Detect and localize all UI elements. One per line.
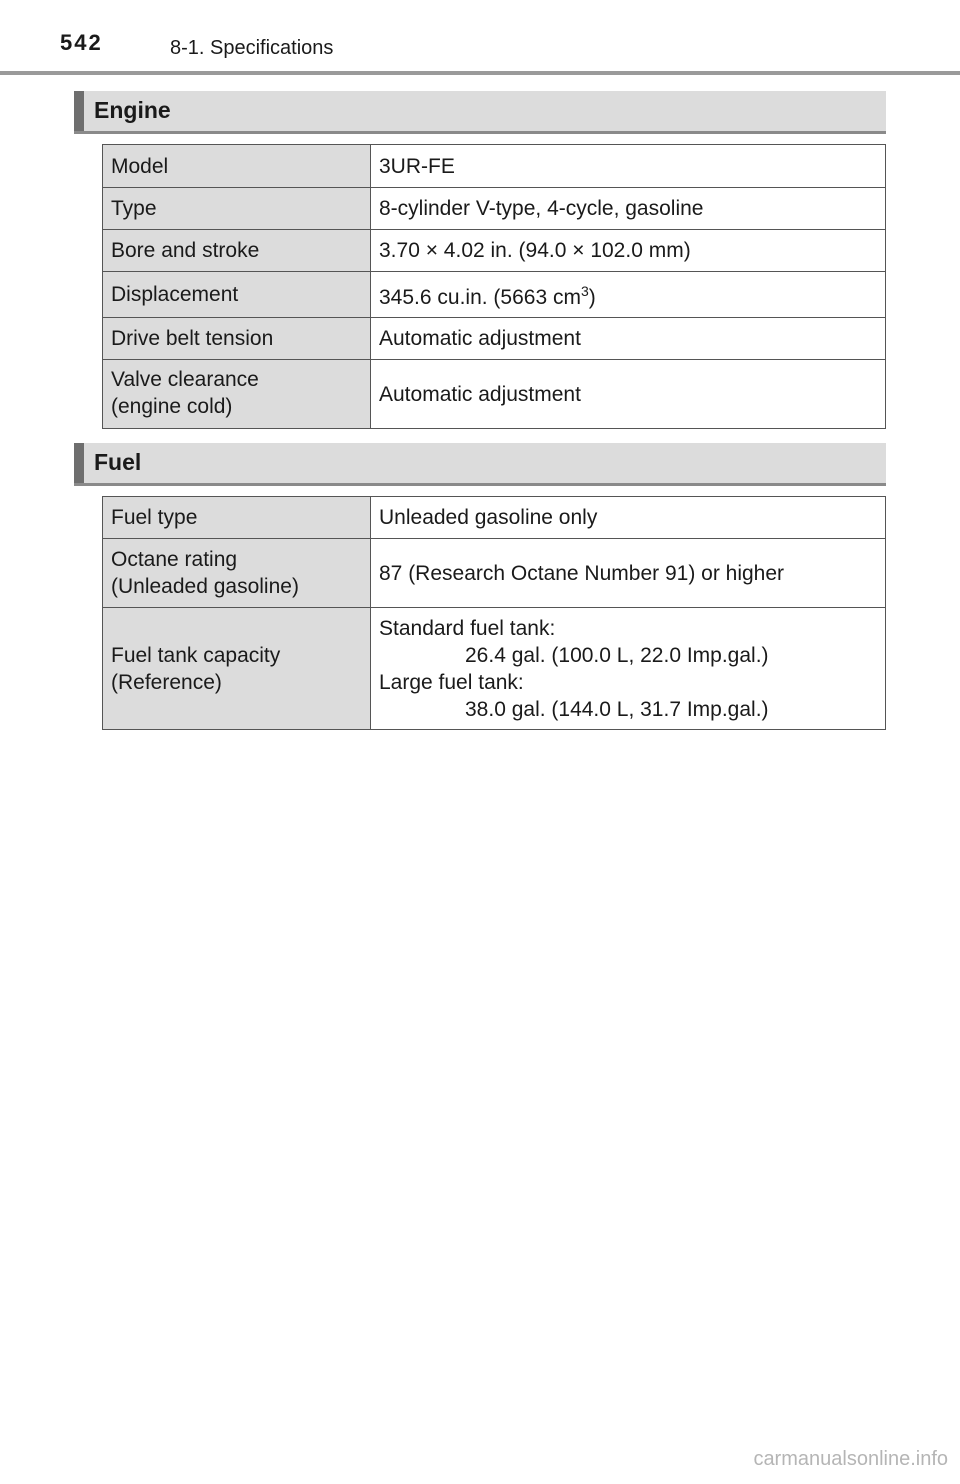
spec-label-line: (engine cold) xyxy=(111,395,233,418)
spec-value: 8-cylinder V-type, 4-cycle, gasoline xyxy=(371,188,886,230)
spec-value: Automatic adjustment xyxy=(371,360,886,429)
spec-label-line: Octane rating xyxy=(111,548,238,571)
displacement-text: 345.6 cu.in. (5663 cm xyxy=(379,286,581,309)
standard-tank-value: 26.4 gal. (100.0 L, 22.0 Imp.gal.) xyxy=(465,643,769,667)
chapter-title: 8-1. Specifications xyxy=(170,37,334,59)
spec-label: Bore and stroke xyxy=(103,230,371,272)
spec-label xyxy=(103,539,371,608)
spec-label-line: Fuel tank capacity xyxy=(111,643,281,667)
displacement-text-end: ) xyxy=(588,286,596,309)
spec-value xyxy=(371,608,886,730)
spec-value xyxy=(371,272,886,318)
table-row xyxy=(103,188,886,230)
large-tank-label: Large fuel tank: xyxy=(379,670,524,694)
spec-value: 87 (Research Octane Number 91) or higher xyxy=(371,539,886,608)
section-accent xyxy=(74,443,84,483)
spec-label-line: (Unleaded gasoline) xyxy=(111,575,299,598)
spec-value: Unleaded gasoline only xyxy=(371,497,886,539)
watermark: carmanualsonline.info xyxy=(753,1448,948,1470)
standard-tank-label: Standard fuel tank: xyxy=(379,616,556,640)
section-header-fuel xyxy=(74,443,886,486)
engine-spec-table xyxy=(102,144,886,429)
section-title-engine: Engine xyxy=(94,97,171,123)
spec-label: Displacement xyxy=(103,272,371,318)
spec-value: Automatic adjustment xyxy=(371,318,886,360)
spec-label-line: (Reference) xyxy=(111,670,222,694)
spec-label xyxy=(103,608,371,730)
large-tank-value: 38.0 gal. (144.0 L, 31.7 Imp.gal.) xyxy=(465,697,769,721)
section-header-engine xyxy=(74,91,886,134)
table-row xyxy=(103,360,886,429)
table-row xyxy=(103,145,886,188)
section-title-fuel: Fuel xyxy=(94,449,142,475)
table-row xyxy=(103,608,886,730)
table-row xyxy=(103,230,886,272)
table-row xyxy=(103,539,886,608)
table-row xyxy=(103,272,886,318)
page-number: 542 xyxy=(60,30,103,55)
page-header xyxy=(0,0,960,76)
spec-value: 3UR-FE xyxy=(371,145,886,188)
header-rule xyxy=(0,71,960,75)
spec-label xyxy=(103,360,371,429)
displacement-superscript: 3 xyxy=(580,283,589,299)
spec-value: 3.70 × 4.02 in. (94.0 × 102.0 mm) xyxy=(371,230,886,272)
spec-label: Fuel type xyxy=(103,497,371,539)
section-accent xyxy=(74,91,84,131)
fuel-spec-table xyxy=(102,496,886,730)
table-row xyxy=(103,497,886,539)
spec-label: Drive belt tension xyxy=(103,318,371,360)
spec-label-line: Valve clearance xyxy=(111,368,259,391)
spec-label: Type xyxy=(103,188,371,230)
table-row xyxy=(103,318,886,360)
spec-label: Model xyxy=(103,145,371,188)
